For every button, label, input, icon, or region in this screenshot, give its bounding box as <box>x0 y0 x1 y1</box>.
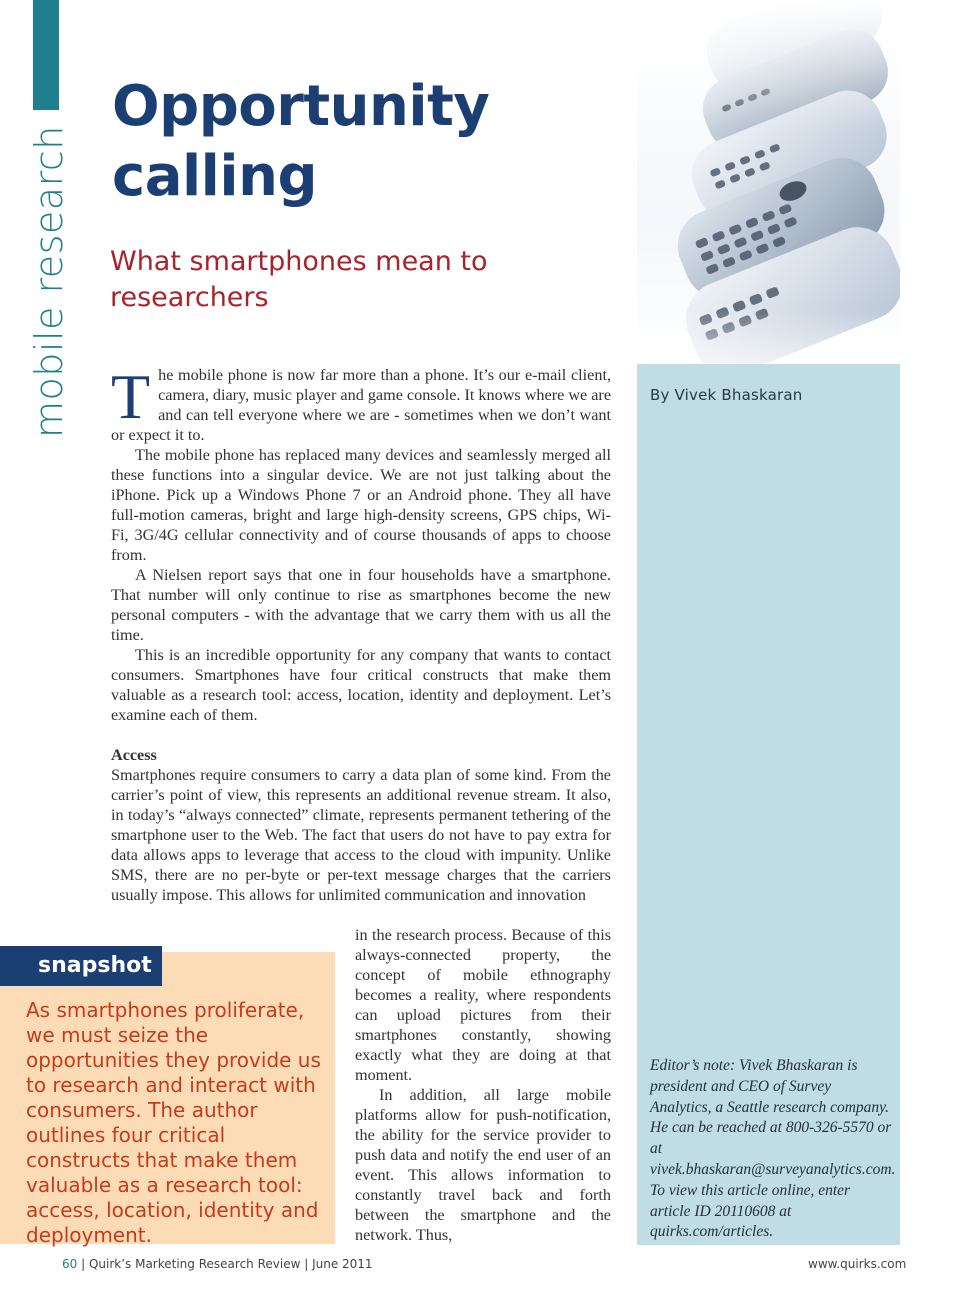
article-paragraph: A Nielsen report says that one in four households have a smartphone. That number will only continue to rise as smartphones become the new personal computers - with the advantage that we carry them with us all the time. <box>111 566 611 644</box>
article-paragraph: in the research process. Because of this always-connected property, the concept of mobile ethnography becomes a reality, where respondents can upload pictures from their smartphones constantly, showing exactly what they are doing at that moment. <box>355 926 611 1084</box>
article-paragraph: This is an incredible opportunity for any company that wants to contact consumers. Smartphones have four critical constructs that make them valuable as a research tool: access, location, identity and deployment. Let’s examine each of them. <box>111 646 611 724</box>
article-title <box>112 72 572 212</box>
smartphones-illustration <box>637 0 900 364</box>
drop-cap: T <box>111 361 151 432</box>
section-heading-access: Access <box>111 746 157 764</box>
section-label: mobile research <box>27 125 71 438</box>
title-line-1: Opportunity <box>112 74 490 139</box>
subtitle-line-1: What smartphones mean to <box>110 246 488 277</box>
subtitle-line-2: researchers <box>110 282 269 313</box>
footer-publication: | Quirk’s Marketing Research Review | June 2011 <box>77 1257 373 1271</box>
footer-website: www.quirks.com <box>808 1257 907 1271</box>
byline: By Vivek Bhaskaran <box>650 386 803 404</box>
article-body-column-1 <box>111 361 612 905</box>
article-paragraph: Smartphones require consumers to carry a data plan of some kind. From the carrier’s point of view, this represents an additional revenue stream. It also, in today’s “always connected” climate, represents permanent tethering of the smartphone user to the Web. The fact that users do not have to pay extra for data allows apps to leverage that access to the cloud with impunity. Unlike SMS, there are no per-byte or per-text message charges that the carriers usually impose. This allows for unlimited communication and innovation <box>111 766 611 904</box>
article-paragraph: In addition, all large mobile platforms allow for push-notification, the ability for the service provider to push data and notify the end user of an event. This allows information to constantly travel back and forth between the smartphone and the network. Thus, <box>355 1086 611 1244</box>
smartphones-photo <box>637 0 900 364</box>
article-paragraph <box>111 361 612 445</box>
editor-note: Editor’s note: Vivek Bhaskaran is president and CEO of Survey Analytics, a Seattle research company. He can be reached at 800-326-5570 or at vivek.bhaskaran@surveyanalytics.com. To view this article online, enter article ID 20110608 at quirks.com/articles. <box>650 1057 896 1241</box>
page-number: 60 <box>62 1257 78 1271</box>
paragraph-text: he mobile phone is now far more than a phone. It’s our e-mail client, camera, diary, music player and game console. It knows where we are and can tell everyone where we are - sometimes when we don’t want or expect it to. <box>111 366 612 444</box>
footer-left <box>62 1257 373 1271</box>
article-paragraph: The mobile phone has replaced many devices and seamlessly merged all these functions into a singular device. We are not just talking about the iPhone. Pick up a Windows Phone 7 or an Android phone. They all have full-motion cameras, bright and large high-density screens, GPS chips, Wi-Fi, 3G/4G cellular connectivity and of course thousands of apps to choose from. <box>111 446 611 564</box>
article-body-column-2 <box>355 925 611 1245</box>
title-line-2: calling <box>112 144 318 209</box>
snapshot-label: snapshot <box>38 953 152 978</box>
article-subtitle <box>110 244 570 316</box>
section-accent-bar <box>33 0 59 110</box>
snapshot-text: As smartphones proliferate, we must seize the opportunities they provide us to research and interact with consumers. The author outlines four critical constructs that make them valuable as a research tool: access, location, identity and deployment. <box>26 998 321 1247</box>
